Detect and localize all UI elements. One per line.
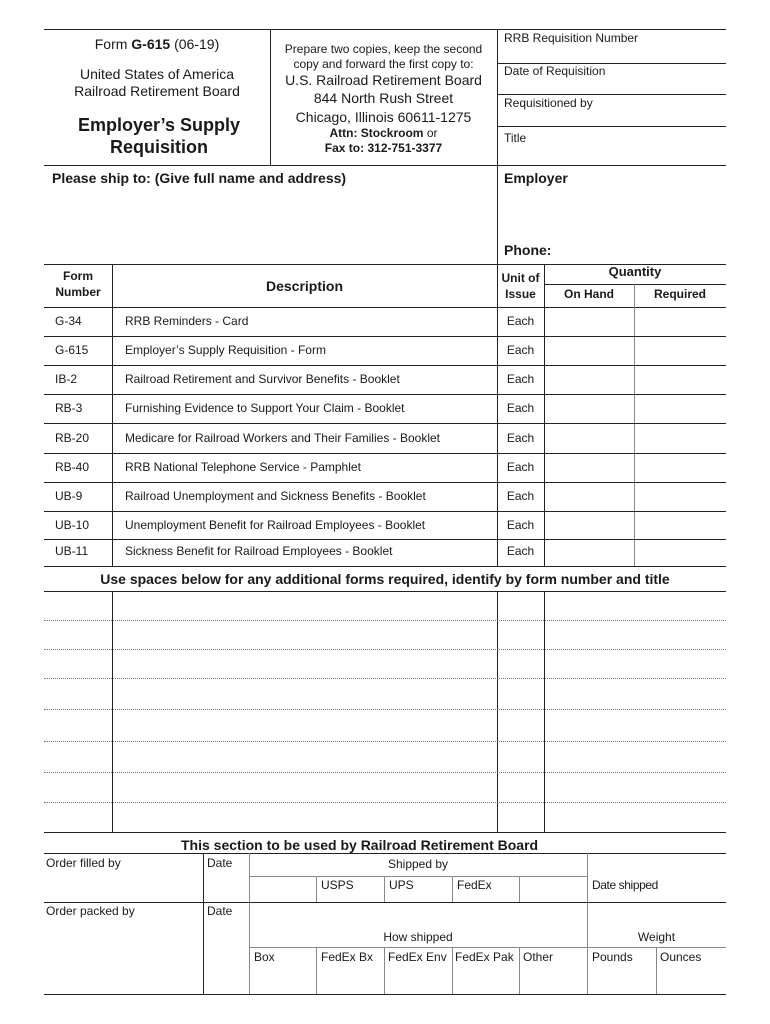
row-description: RRB National Telephone Service - Pamphlet <box>125 460 361 474</box>
phone-label: Phone: <box>504 242 552 258</box>
row-form-number: RB-3 <box>55 401 83 415</box>
row-form-number: RB-40 <box>55 460 90 474</box>
row-description: Railroad Retirement and Survivor Benefits - Booklet <box>125 372 400 386</box>
pounds-label: Pounds <box>592 950 633 964</box>
fax-line: Fax to: 312-751-3377 <box>324 141 443 155</box>
requisitioned-by-label: Requisitioned by <box>504 96 593 110</box>
title-field-label: Title <box>504 131 527 145</box>
additional-forms-heading: Use spaces below for any additional forms required, identify by form number and title <box>100 571 670 587</box>
row-description: Unemployment Benefit for Railroad Employees - Booklet <box>125 518 426 532</box>
col-unit-line-2: Issue <box>505 287 536 301</box>
how-shipped-label: How shipped <box>383 930 453 944</box>
row-description: Furnishing Evidence to Support Your Claim - Booklet <box>125 401 405 415</box>
order-filled-by-label: Order filled by <box>46 856 121 870</box>
employer-label: Employer <box>504 170 568 186</box>
order-packed-by-label: Order packed by <box>46 904 135 918</box>
row-unit: Each <box>506 372 535 386</box>
date-label-1: Date <box>207 856 233 870</box>
row-unit: Each <box>506 518 535 532</box>
date-label-2: Date <box>207 904 233 918</box>
date-shipped-label: Date shipped <box>592 878 658 892</box>
col-unit-line-1: Unit of <box>501 271 540 285</box>
box-option: Box <box>254 950 275 964</box>
ship-to-label: Please ship to: (Give full name and address) <box>52 170 347 186</box>
row-unit: Each <box>506 343 535 357</box>
row-description: Sickness Benefit for Railroad Employees - Booklet <box>125 544 393 558</box>
address-line-1: U.S. Railroad Retirement Board <box>285 72 482 88</box>
row-description: Medicare for Railroad Workers and Their Families - Booklet <box>125 431 441 445</box>
address-line-2: 844 North Rush Street <box>313 90 454 106</box>
fedex-option: FedEx <box>457 878 492 892</box>
other-option: Other <box>523 950 554 964</box>
row-unit: Each <box>506 460 535 474</box>
instructions-line-2: copy and forward the first copy to: <box>293 57 474 71</box>
row-unit: Each <box>506 431 535 445</box>
col-form-number-line-1: Form <box>63 269 93 283</box>
row-unit: Each <box>506 489 535 503</box>
col-on-hand: On Hand <box>564 287 614 301</box>
row-form-number: UB-10 <box>55 518 90 532</box>
ounces-label: Ounces <box>660 950 702 964</box>
form-id: Form G-615 (06-19) <box>94 36 220 52</box>
fedex-bx-option: FedEx Bx <box>321 950 374 964</box>
row-form-number: RB-20 <box>55 431 90 445</box>
weight-label: Weight <box>637 930 676 944</box>
rrb-requisition-number-label: RRB Requisition Number <box>504 31 639 45</box>
col-description: Description <box>265 278 343 294</box>
date-of-requisition-label: Date of Requisition <box>504 64 606 78</box>
row-form-number: G-34 <box>55 314 82 328</box>
address-line-3: Chicago, Illinois 60611-1275 <box>295 109 472 125</box>
ups-option: UPS <box>389 878 414 892</box>
form-title-line-1: Employer’s Supply <box>77 115 241 135</box>
col-form-number-line-2: Number <box>55 285 101 299</box>
row-description: Railroad Unemployment and Sickness Benefits - Booklet <box>125 489 426 503</box>
row-unit: Each <box>506 401 535 415</box>
row-form-number: IB-2 <box>55 372 78 386</box>
row-form-number: G-615 <box>55 343 89 357</box>
row-unit: Each <box>506 314 535 328</box>
usps-option: USPS <box>321 878 354 892</box>
form-title-line-2: Requisition <box>110 137 208 157</box>
attn-line: Attn: Stockroom or <box>329 126 438 140</box>
agency-line-1: United States of America <box>79 66 235 82</box>
fedex-pak-option: FedEx Pak <box>455 950 514 964</box>
row-description: Employer’s Supply Requisition - Form <box>125 343 326 357</box>
agency-line-2: Railroad Retirement Board <box>74 83 240 99</box>
instructions-line-1: Prepare two copies, keep the second <box>284 42 483 56</box>
col-quantity: Quantity <box>608 264 662 279</box>
row-description: RRB Reminders - Card <box>125 314 249 328</box>
shipped-by-label: Shipped by <box>387 857 449 871</box>
col-required: Required <box>653 287 706 301</box>
row-unit: Each <box>506 544 535 558</box>
row-form-number: UB-9 <box>55 489 83 503</box>
rrb-section-heading: This section to be used by Railroad Retirement Board <box>181 837 539 853</box>
row-form-number: UB-11 <box>55 544 89 558</box>
fedex-env-option: FedEx Env <box>388 950 447 964</box>
